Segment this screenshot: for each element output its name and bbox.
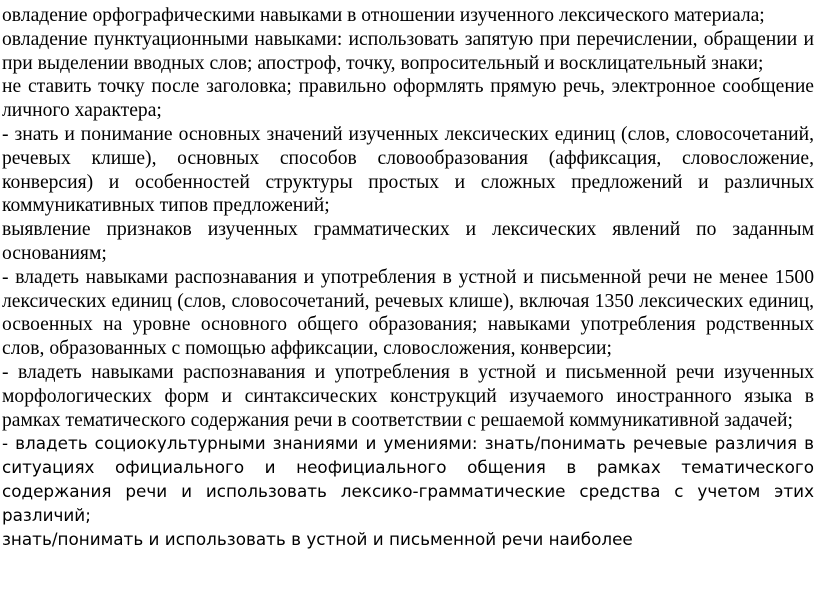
paragraph-lexical-knowledge: - знать и понимание основных значений изученных лексических единиц (слов, словосочетаний, речевых клише), основных способов словообразования (аффиксация, словосложение, конверсия) и особенностей структуры простых и сложных предложений и различных коммуникативных типов предложений; xyxy=(2,123,814,217)
paragraph-heading-rules: не ставить точку после заголовка; правильно оформлять прямую речь, электронное сообщение личного характера; xyxy=(2,76,814,122)
paragraph-morphological-forms: - владеть навыками распознавания и употребления в устной и письменной речи изученных морфологических форм и синтаксических конструкций изучаемого иностранного языка в рамках тематического содержания речи в соответствии с решаемой коммуникативной задачей; xyxy=(2,361,814,431)
paragraph-grammar-identification: выявление признаков изученных грамматических и лексических явлений по заданным основаниям; xyxy=(2,219,814,264)
paragraph-punctuation-skills: овладение пунктуационными навыками: использовать запятую при перечислении, обращении и при выделении вводных слов; апостроф, точку, вопросительный и восклицательный знаки; xyxy=(2,28,814,74)
paragraph-final-line: знать/понимать и использовать в устной и письменной речи наиболее xyxy=(2,528,633,549)
paragraph-spelling-skills: овладение орфографическими навыками в отношении изученного лексического материала; xyxy=(2,5,765,26)
paragraph-lexical-units: - владеть навыками распознавания и употребления в устной и письменной речи не менее 1500 лексических единиц (слов, словосочетаний, речевых клише), включая 1350 лексических единиц, освоенных на уровне основного общего образования; навыками употребления родственных слов, образованных с помощью аффиксации, словосложения, конверсии; xyxy=(2,266,814,360)
paragraph-sociocultural-knowledge: - владеть социокультурными знаниями и умениями: знать/понимать речевые различия в ситуациях официального и неофициального общения в рамках тематического содержания речи и использовать лексико-грамматические средства с учетом этих различий; xyxy=(2,433,814,525)
